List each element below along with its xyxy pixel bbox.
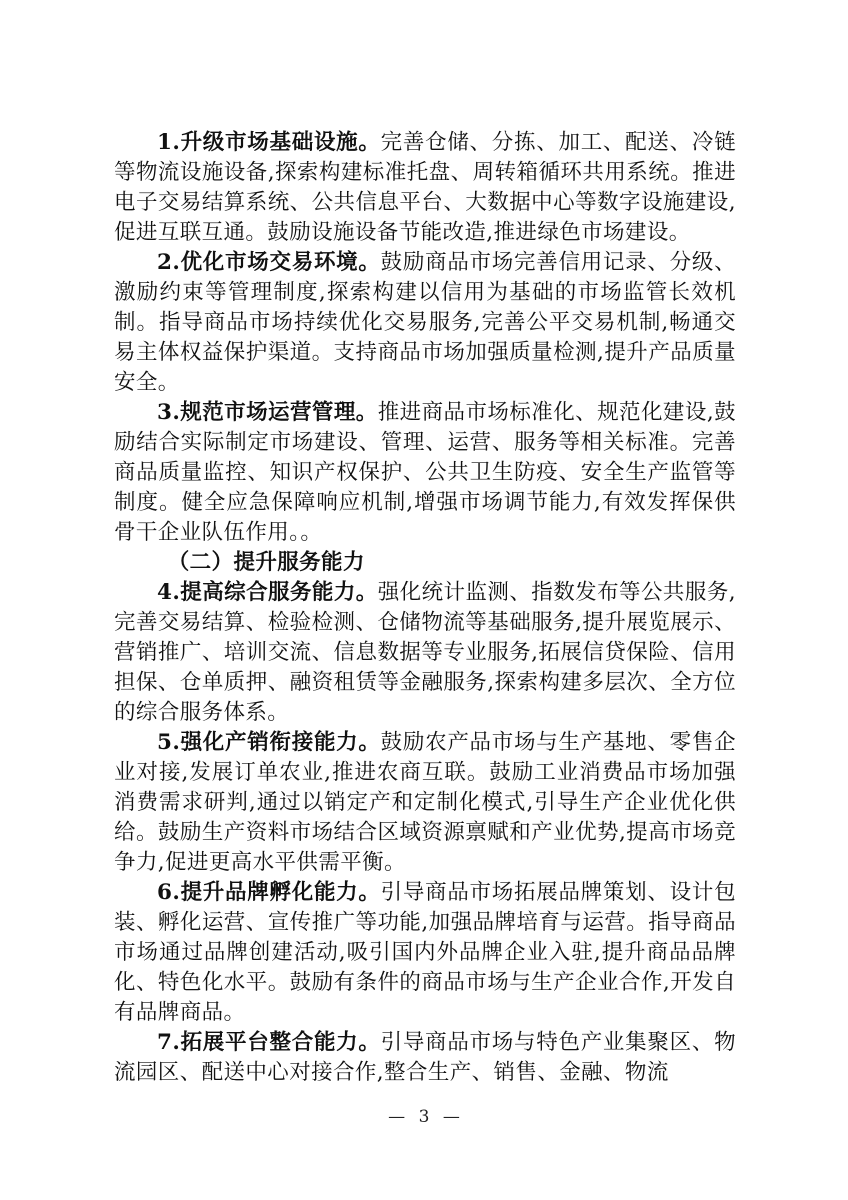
paragraph-2 (114, 248, 736, 398)
document-body (114, 128, 736, 1088)
footer-dash-left: — (388, 1107, 406, 1127)
paragraph-5-text: 鼓励农产品市场与生产基地、零售企业对接,发展订单农业,推进农商互联。鼓励工业消费品市场加强消费需求研判,通过以销定产和定制化模式,引导生产企业优化供给。鼓励生产资料市场结合区域资源禀赋和产业优势,提高市场竞争力,促进更高水平供需平衡。 (114, 730, 736, 875)
paragraph-1-heading: 1.升级市场基础设施。 (157, 130, 381, 155)
paragraph-3-heading: 3.规范市场运营管理。 (157, 400, 378, 425)
paragraph-4-heading: 4.提高综合服务能力。 (157, 580, 378, 605)
paragraph-6 (114, 878, 736, 1028)
paragraph-4-text: 强化统计监测、指数发布等公共服务,完善交易结算、检验检测、仓储物流等基础服务,提升展览展示、营销推广、培训交流、信息数据等专业服务,拓展信贷保险、信用担保、仓单质押、融资租赁等金融服务,探索构建多层次、全方位的综合服务体系。 (114, 580, 736, 725)
paragraph-4 (114, 578, 736, 728)
paragraph-2-text: 鼓励商品市场完善信用记录、分级、激励约束等管理制度,探索构建以信用为基础的市场监管长效机制。指导商品市场持续优化交易服务,完善公平交易机制,畅通交易主体权益保护渠道。支持商品市场加强质量检测,提升产品质量安全。 (114, 250, 736, 395)
paragraph-5 (114, 728, 736, 878)
paragraph-3-text: 推进商品市场标准化、规范化建设,鼓励结合实际制定市场建设、管理、运营、服务等相关标准。完善商品质量监控、知识产权保护、公共卫生防疫、安全生产监管等制度。健全应急保障响应机制,增强市场调节能力,有效发挥保供骨干企业队伍作用。。 (114, 400, 736, 545)
paragraph-1 (114, 128, 736, 248)
footer-dash-right: — (442, 1107, 460, 1127)
page-number: 3 (418, 1107, 430, 1127)
section-heading-2: （二）提升服务能力 (167, 550, 365, 575)
paragraph-6-heading: 6.提升品牌孵化能力。 (157, 880, 381, 905)
paragraph-3 (114, 398, 736, 548)
paragraph-5-heading: 5.强化产销衔接能力。 (157, 730, 381, 755)
paragraph-1-text: 完善仓储、分拣、加工、配送、冷链等物流设施设备,探索构建标准托盘、周转箱循环共用系统。推进电子交易结算系统、公共信息平台、大数据中心等数字设施建设,促进互联互通。鼓励设施设备节能改造,推进绿色市场建设。 (114, 130, 736, 245)
paragraph-7-text: 引导商品市场与特色产业集聚区、物流园区、配送中心对接合作,整合生产、销售、金融、物流 (114, 1030, 736, 1085)
paragraph-2-heading: 2.优化市场交易环境。 (157, 250, 381, 275)
page-footer (0, 1106, 848, 1128)
paragraph-7 (114, 1028, 736, 1088)
paragraph-7-heading: 7.拓展平台整合能力。 (157, 1030, 381, 1055)
paragraph-6-text: 引导商品市场拓展品牌策划、设计包装、孵化运营、宣传推广等功能,加强品牌培育与运营。指导商品市场通过品牌创建活动,吸引国内外品牌企业入驻,提升商品品牌化、特色化水平。鼓励有条件的商品市场与生产企业合作,开发自有品牌商品。 (114, 880, 736, 1025)
